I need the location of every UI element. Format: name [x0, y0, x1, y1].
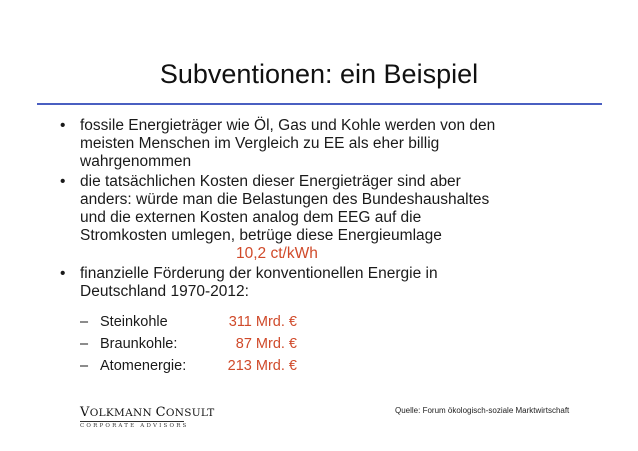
subsidy-item-braunkohle [80, 333, 580, 355]
subsidy-value: 311 Mrd. € [228, 314, 297, 330]
logo-divider [80, 421, 184, 422]
bullet-line: fossile Energieträger wie Öl, Gas und Kohle werden von den [80, 117, 496, 134]
company-logo [80, 405, 215, 429]
bullet-item-2 [60, 173, 580, 263]
source-note: Quelle: Forum ökologisch-soziale Marktwirtschaft [395, 406, 570, 415]
subsidy-label: Steinkohle [100, 314, 168, 330]
bullet-dot: • [60, 173, 66, 190]
bullet-line: und die externen Kosten analog dem EEG auf die [80, 209, 422, 226]
dash: – [80, 314, 89, 330]
bullet-line: finanzielle Förderung der konventionellen Energie in [80, 265, 438, 282]
bullet-dot: • [60, 265, 66, 282]
energy-levy-value: 10,2 ct/kWh [236, 245, 318, 262]
bullet-dot: • [60, 117, 66, 134]
bullet-line: Deutschland 1970-2012: [80, 283, 249, 300]
subsidy-item-atomenergie [80, 355, 580, 377]
bullet-line: wahrgenommen [80, 153, 192, 170]
bullet-line: anders: würde man die Belastungen des Bundeshaushaltes [80, 191, 490, 208]
dash: – [80, 336, 89, 352]
logo-wordmark: VOLKMANN CONSULT [80, 405, 215, 420]
subsidy-value: 213 Mrd. € [227, 358, 297, 374]
subsidy-item-steinkohle [80, 311, 580, 333]
bullet-line: die tatsächlichen Kosten dieser Energieträger sind aber [80, 173, 461, 190]
bullet-line: meisten Menschen im Vergleich zu EE als eher billig [80, 135, 440, 152]
bullet-item-1 [60, 117, 580, 171]
bullet-list [60, 117, 580, 379]
slide-title: Subventionen: ein Beispiel [159, 59, 479, 89]
title-rule [37, 103, 602, 105]
subsidy-list [80, 311, 580, 377]
dash: – [80, 358, 89, 374]
subsidy-value: 87 Mrd. € [235, 336, 297, 352]
subsidy-label: Braunkohle: [100, 336, 178, 352]
subsidy-label: Atomenergie: [100, 358, 187, 374]
logo-tagline: CORPORATE ADVISORS [80, 423, 189, 429]
bullet-item-3 [60, 265, 580, 377]
bullet-line: Stromkosten umlegen, betrüge diese Energieumlage [80, 227, 442, 244]
